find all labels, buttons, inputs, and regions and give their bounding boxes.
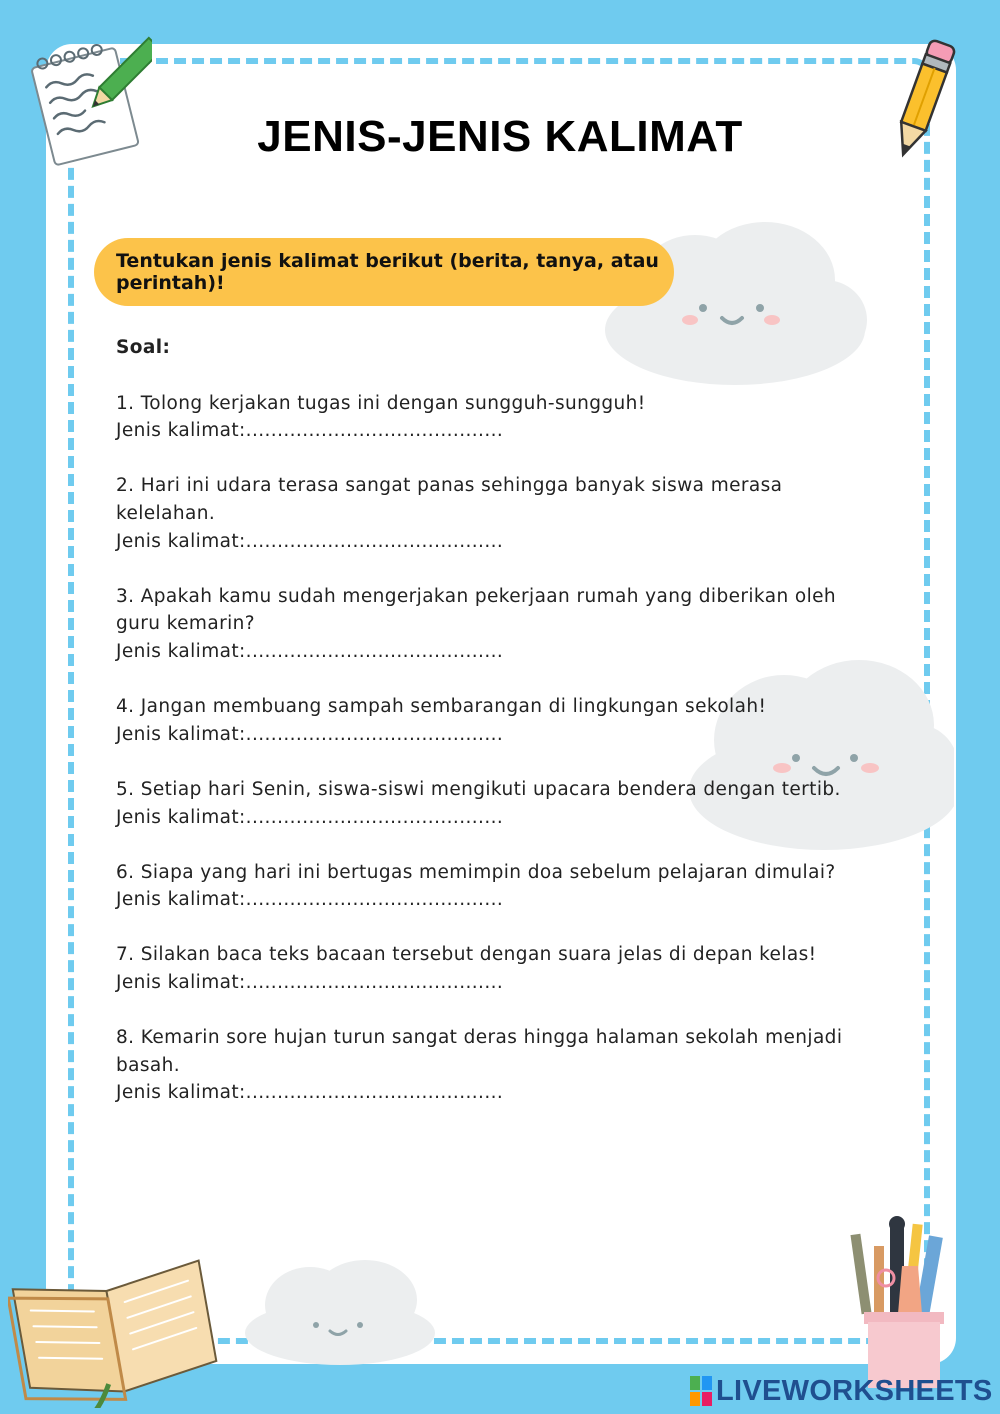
open-book-icon (8, 1232, 223, 1408)
answer-line[interactable]: Jenis kalimat:......................................... (116, 1082, 504, 1104)
question-item (116, 390, 876, 445)
question-list (116, 334, 876, 1135)
question-item (116, 776, 876, 831)
answer-line[interactable]: Jenis kalimat:......................................... (116, 806, 504, 828)
question-item (116, 941, 876, 996)
question-text: 5. Setiap hari Senin, siswa-siswi mengikuti upacara bendera dengan tertib. (116, 778, 841, 800)
answer-line[interactable]: Jenis kalimat:......................................... (116, 723, 504, 745)
question-item (116, 859, 876, 914)
question-text: 2. Hari ini udara terasa sangat panas sehingga banyak siswa merasa kelelahan. (116, 475, 783, 524)
question-text: 7. Silakan baca teks bacaan tersebut dengan suara jelas di depan kelas! (116, 944, 817, 966)
question-text: 4. Jangan membuang sampah sembarangan di lingkungan sekolah! (116, 696, 767, 718)
instruction-text: Tentukan jenis kalimat berikut (berita, tanya, atau perintah)! (116, 250, 659, 294)
question-text: 8. Kemarin sore hujan turun sangat deras hingga halaman sekolah menjadi basah. (116, 1027, 843, 1076)
question-item (116, 693, 876, 748)
question-item (116, 583, 876, 666)
answer-line[interactable]: Jenis kalimat:......................................... (116, 420, 504, 442)
answer-line[interactable]: Jenis kalimat:......................................... (116, 972, 504, 994)
question-text: 6. Siapa yang hari ini bertugas memimpin doa sebelum pelajaran dimulai? (116, 861, 836, 883)
question-item (116, 472, 876, 555)
question-text: 3. Apakah kamu sudah mengerjakan pekerjaan rumah yang diberikan oleh guru kemarin? (116, 585, 837, 635)
question-item (116, 1024, 876, 1107)
soal-label: Soal: (116, 337, 171, 358)
answer-line[interactable]: Jenis kalimat:......................................... (116, 530, 504, 552)
liveworksheets-watermark[interactable] (690, 1374, 993, 1408)
pencil-cup-icon (846, 1216, 956, 1392)
watermark-text: LIVEWORKSHEETS (716, 1374, 993, 1407)
liveworksheets-logo-icon (690, 1376, 712, 1406)
answer-line[interactable]: Jenis kalimat:......................................... (116, 889, 504, 911)
question-text: 1. Tolong kerjakan tugas ini dengan sungguh-sungguh! (116, 392, 646, 414)
cloud-face-icon (240, 1255, 440, 1365)
answer-line[interactable]: Jenis kalimat:......................................... (116, 640, 504, 662)
page-title: JENIS-JENIS KALIMAT (257, 112, 743, 161)
